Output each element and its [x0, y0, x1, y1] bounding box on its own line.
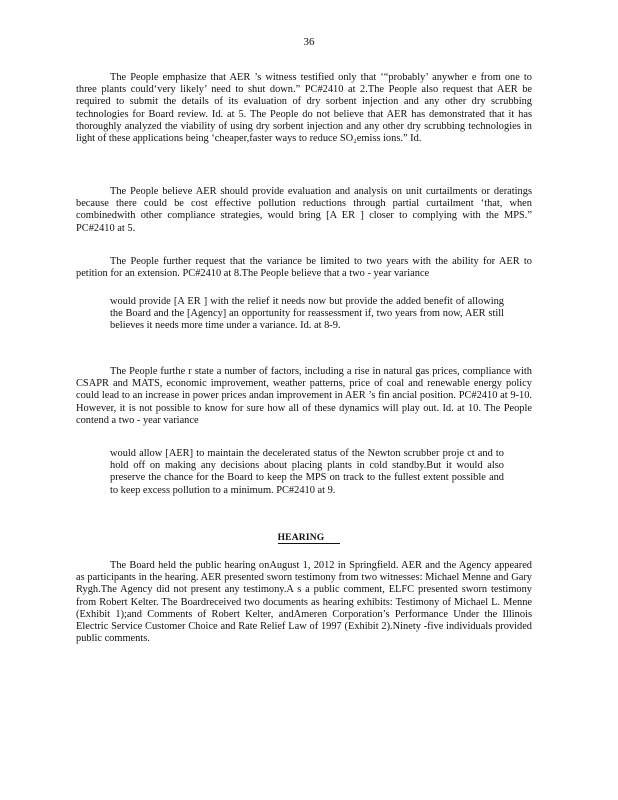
block-quote-newton-scrubber: would allow [AER] to maintain the decelerated status of the Newton scrubber proje ct and to hold off on making any decisions about placing plants in cold standby.But it would also preserve the chance for the Board to keep the MPS on track to the fullest extent possible and to keep excess pollution to a minimum. PC#2410 at 9. [110, 448, 504, 496]
paragraph-factors: The People furthe r state a number of factors, including a rise in natural gas prices, compliance with CSAPR and MATS, economic improvement, weather patterns, price of coal and renewable energy policy could lead to an increase in power prices andan improvement in AER ’s fin ancial position. PC#2410 at 9-10. However, it is not possible to know for sure how all of these dynamics will play out. Id. at 10. The People contend a two - year variance [76, 366, 532, 426]
paragraph-hearing: The Board held the public hearing onAugust 1, 2012 in Springfield. AER and the Agency appeared as participants in the hearing. AER presented sworn testimony from two witnesses: Michael Menne and Gary Rygh.The Agency did not present any testimony.A s a public comment, ELFC presented sworn testimony from Robert Kelter. The Boardreceived two documents as hearing exhibits: Testimony of Michael L. Menne (Exhibit 1);and Comments of Robert Kelter, andAmeren Corporation’s Performance Under the Illinois Electric Service Customer Choice and Rate Relief Law of 1997 (Exhibit 2).Ninety -five individuals provided public comments. [76, 560, 532, 645]
block-quote-reassessment: would provide [A ER ] with the relief it needs now but provide the added benefit of allowing the Board and the [Agency] an opportunity for reassessment if, two years from now, AER still believes it needs more time under a variance. Id. at 8-9. [110, 296, 504, 332]
paragraph-unit-curtailments: The People believe AER should provide evaluation and analysis on unit curtailments or deratings because there could be cost effective pollution reductions through partial curtailment ‘that, when combinedwith other compliance strategies, would bring [A ER ] closer to complying with the MPS.” PC#2410 at 5. [76, 186, 532, 234]
paragraph-variance-limit: The People further request that the variance be limited to two years with the ability for AER to petition for an extension. PC#2410 at 8.The People believe that a two - year variance [76, 256, 532, 280]
section-heading-text: HEARING [278, 533, 341, 544]
page-number: 36 [303, 36, 315, 48]
section-heading [0, 532, 618, 544]
paragraph-people-emphasize: The People emphasize that AER ’s witness testified only that ‘“probably’ anywher e from one to three plants could‘very likely’ need to shut down.” PC#2410 at 2.The People also request that AER be required to submit the details of its evaluation of dry sorbent injection and any other dry scrubbing technologies for Board review. Id. at 5. The People do not believe that AER has demonstrated that it has thoroughly analyzed the viability of using dry sorbent injection and any other dry scrubbing technologies in light of these applications being ‘cheaper,faster ways to reduce SO₂emiss ions.” Id. [76, 72, 532, 145]
